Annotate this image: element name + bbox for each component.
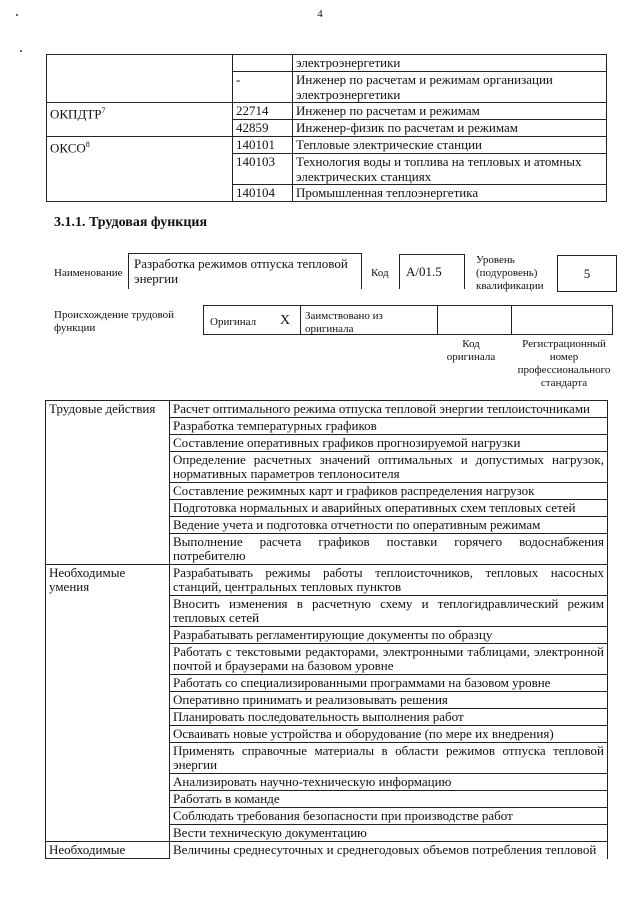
occupation-name: электроэнергетики (293, 55, 607, 72)
row-text: Расчет оптимального режима отпуска тепловой энергии теплоисточниками (170, 401, 608, 418)
row-text: Анализировать научно-техническую информацию (170, 774, 608, 791)
classifier-table (46, 54, 607, 202)
occupation-name: Инженер по расчетам и режимам (293, 103, 607, 120)
scan-mark (16, 14, 18, 16)
row-text: Осваивать новые устройства и оборудование (по мере их внедрения) (170, 726, 608, 743)
original-mark: X (280, 313, 291, 328)
code-cell: 22714 (233, 103, 293, 120)
row-text: Ведение учета и подготовка отчетности по оперативным режимам (170, 517, 608, 534)
classifier-label: ОКПДТР$^7$ (47, 103, 233, 137)
row-text: Разработка температурных графиков (170, 418, 608, 435)
occupation-name: Технология воды и топлива на тепловых и атомных электрических станциях (293, 154, 607, 185)
row-text: Вносить изменения в расчетную схему и теплогидравлический режим тепловых сетей (170, 596, 608, 627)
section-title: 3.1.1. Трудовая функция (54, 215, 208, 230)
row-text: Работать со специализированными программами на базовом уровне (170, 675, 608, 692)
page-number: 4 (317, 8, 323, 20)
row-text: Составление режимных карт и графиков распределения нагрузок (170, 483, 608, 500)
row-text: Вести техническую документацию (170, 825, 608, 842)
original-label: Оригинал (210, 316, 257, 328)
level-label: Уровень (подуровень) квалификации (476, 254, 544, 292)
row-text: Разрабатывать режимы работы теплоисточников, тепловых насосных станций, центральных тепловых пунктов (170, 565, 608, 596)
code-cell: - (233, 72, 293, 103)
table-row (46, 842, 608, 859)
table-row (47, 103, 607, 120)
row-text: Применять справочные материалы в области режимов отпуска тепловой энергии (170, 743, 608, 774)
group-label: Трудовые действия (46, 401, 170, 565)
group-label: Необходимые (46, 842, 170, 859)
occupation-name: Инженер по расчетам и режимам организации электроэнергетики (293, 72, 607, 103)
row-text: Планировать последовательность выполнения работ (170, 709, 608, 726)
row-text: Работать в команде (170, 791, 608, 808)
origin-box (203, 305, 613, 335)
occupation-name: Инженер-физик по расчетам и режимам (293, 120, 607, 137)
occupation-name: Промышленная теплоэнергетика (293, 185, 607, 202)
table-row (47, 55, 607, 72)
row-text: Подготовка нормальных и аварийных оперативных схем тепловых сетей (170, 500, 608, 517)
classifier-label: ОКСО$^8$ (47, 137, 233, 202)
labor-function-table (45, 400, 608, 859)
row-text: Выполнение расчета графиков поставки горячего водоснабжения потребителю (170, 534, 608, 565)
name-label: Наименование (54, 267, 123, 279)
table-row (47, 137, 607, 154)
row-text: Работать с текстовыми редакторами, электронными таблицами, электронной почтой и браузерами на базовом уровне (170, 644, 608, 675)
row-text: Величины среднесуточных и среднегодовых объемов потребления тепловой (170, 842, 608, 859)
function-name-box (128, 253, 362, 289)
level-box (557, 255, 617, 292)
table-row (47, 72, 607, 103)
function-name: Разработка режимов отпуска тепловой энергии (134, 256, 348, 286)
group-label: Необходимые умения (46, 565, 170, 842)
scan-mark (20, 50, 22, 52)
function-code: A/01.5 (406, 264, 442, 279)
occupation-name: Тепловые электрические станции (293, 137, 607, 154)
reg-number-label: Регистрационный номер профессионального стандарта (517, 338, 611, 389)
row-text: Разрабатывать регламентирующие документы по образцу (170, 627, 608, 644)
row-text: Оперативно принимать и реализовывать решения (170, 692, 608, 709)
row-text: Определение расчетных значений оптимальных и допустимых нагрузок, нормативных параметров теплоносителя (170, 452, 608, 483)
code-original-label: Код оригинала (446, 338, 496, 363)
qualification-level: 5 (583, 266, 591, 281)
code-cell: 140104 (233, 185, 293, 202)
origin-label: Происхождение трудовой функции (54, 309, 175, 334)
function-code-box (399, 254, 465, 289)
table-row (46, 565, 608, 596)
table-row (46, 401, 608, 418)
code-cell: 140103 (233, 154, 293, 185)
borrowed-label: Заимствовано из оригинала (305, 310, 383, 335)
code-cell: 140101 (233, 137, 293, 154)
code-label: Код (371, 267, 389, 279)
row-text: Соблюдать требования безопасности при производстве работ (170, 808, 608, 825)
code-cell: 42859 (233, 120, 293, 137)
row-text: Составление оперативных графиков прогнозируемой нагрузки (170, 435, 608, 452)
